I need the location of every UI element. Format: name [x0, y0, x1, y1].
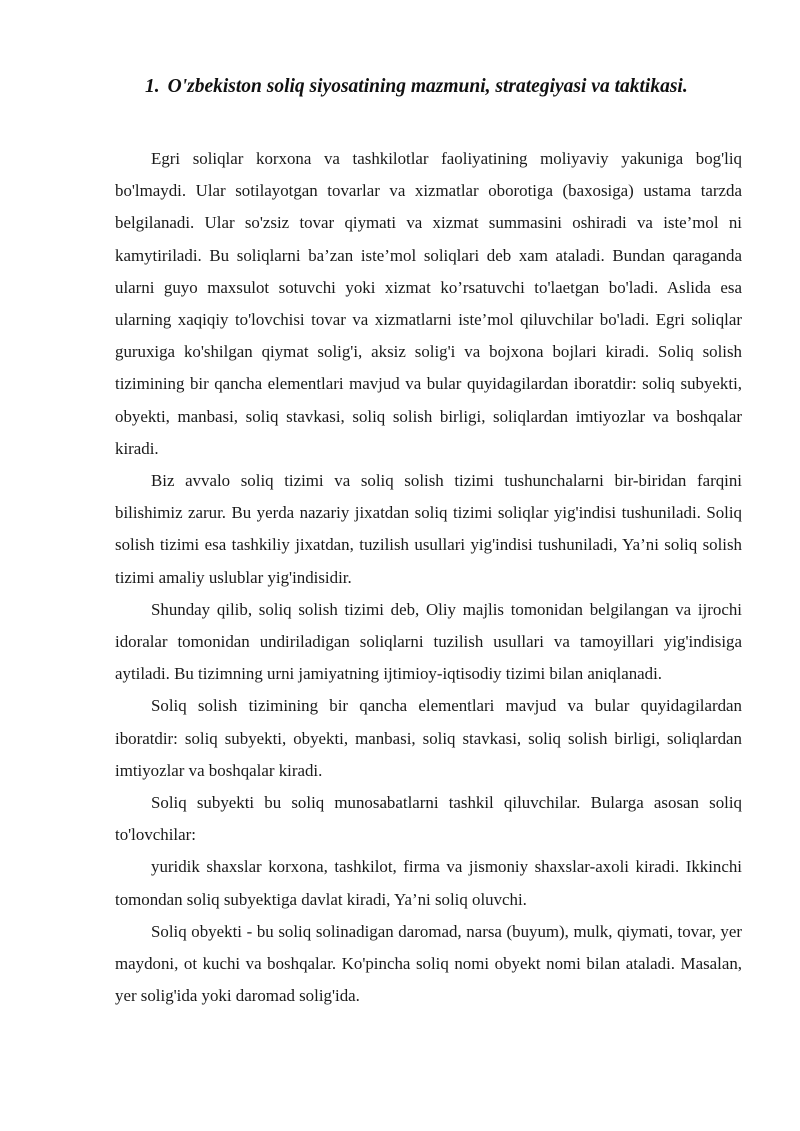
- section-title: O'zbekiston soliq siyosatining mazmuni, strategiyasi va taktikasi.: [167, 76, 688, 97]
- paragraph: yuridik shaxslar korxona, tashkilot, firma va jismoniy shaxslar-axoli kiradi. Ikkinchi tomondan soliq subyektiga davlat kiradi, Ya’ni soliq oluvchi.: [115, 857, 742, 909]
- section-number: 1.: [145, 76, 160, 97]
- paragraph: Biz avvalo soliq tizimi va soliq solish tizimi tushunchalarni bir-biridan farqini bilishimiz zarur. Bu yerda nazariy jixatdan soliq tizimi soliqlar yig'indisi tushuniladi. Soliq solish tizimi esa tashkiliy jixatdan, tuzilish usullari yig'indisi tushuniladi, Ya’ni soliq solish tizimi amaliy uslublar yig'indisidir.: [115, 471, 742, 587]
- section-heading: [145, 76, 765, 98]
- paragraph: Egri soliqlar korxona va tashkilotlar faoliyatining moliyaviy yakuniga bog'liq bo'lmaydi. Ular sotilayotgan tovarlar va xizmatlar oborotiga (baxosiga) ustama tarzda belgilanadi. Ular so'zsiz tovar qiymati va xizmat summasini oshiradi va iste’mol ni kamytiriladi. Bu soliqlarni ba’zan iste’mol soliqlari deb xam ataladi. Bundan qaraganda ularni guyo maxsulot sotuvchi yoki xizmat ko’rsatuvchi to'laetgan bo'ladi. Aslida esa ularning xaqiqiy to'lovchisi tovar va xizmatlarni iste’mol qiluvchilar bo'ladi. Egri soliqlar guruxiga ko'shilgan qiymat solig'i, aksiz solig'i va bojxona bojlari kiradi. Soliq solish tizimining bir qancha elementlari mavjud va bular quyidagilardan iboratdir: soliq subyekti, obyekti, manbasi, soliq stavkasi, soliq solish birligi, soliqlardan imtiyozlar va boshqalar kiradi.: [115, 149, 742, 458]
- body-text: [115, 143, 742, 1012]
- paragraph: Soliq obyekti - bu soliq solinadigan daromad, narsa (buyum), mulk, qiymati, tovar, yer maydoni, ot kuchi va boshqalar. Ko'pincha soliq nomi obyekt nomi bilan ataladi. Masalan, yer solig'ida yoki daromad solig'ida.: [115, 921, 742, 1006]
- paragraph: Shunday qilib, soliq solish tizimi deb, Oliy majlis tomonidan belgilangan va ijrochi idoralar tomonidan undiriladigan soliqlarni tuzilish usullari va tamoyillari yig'indisiga aytiladi. Bu tizimning urni jamiyatning ijtimioy-iqtisodiy tizimi bilan aniqlanadi.: [115, 599, 742, 684]
- paragraph: Soliq solish tizimining bir qancha elementlari mavjud va bular quyidagilardan iboratdir: soliq subyekti, obyekti, manbasi, soliq stavkasi, soliq solish birligi, soliqlardan imtiyozlar va boshqalar kiradi.: [115, 696, 742, 780]
- paragraph: Soliq subyekti bu soliq munosabatlarni tashkil qiluvchilar. Bularga asosan soliq to'lovchilar:: [115, 793, 742, 845]
